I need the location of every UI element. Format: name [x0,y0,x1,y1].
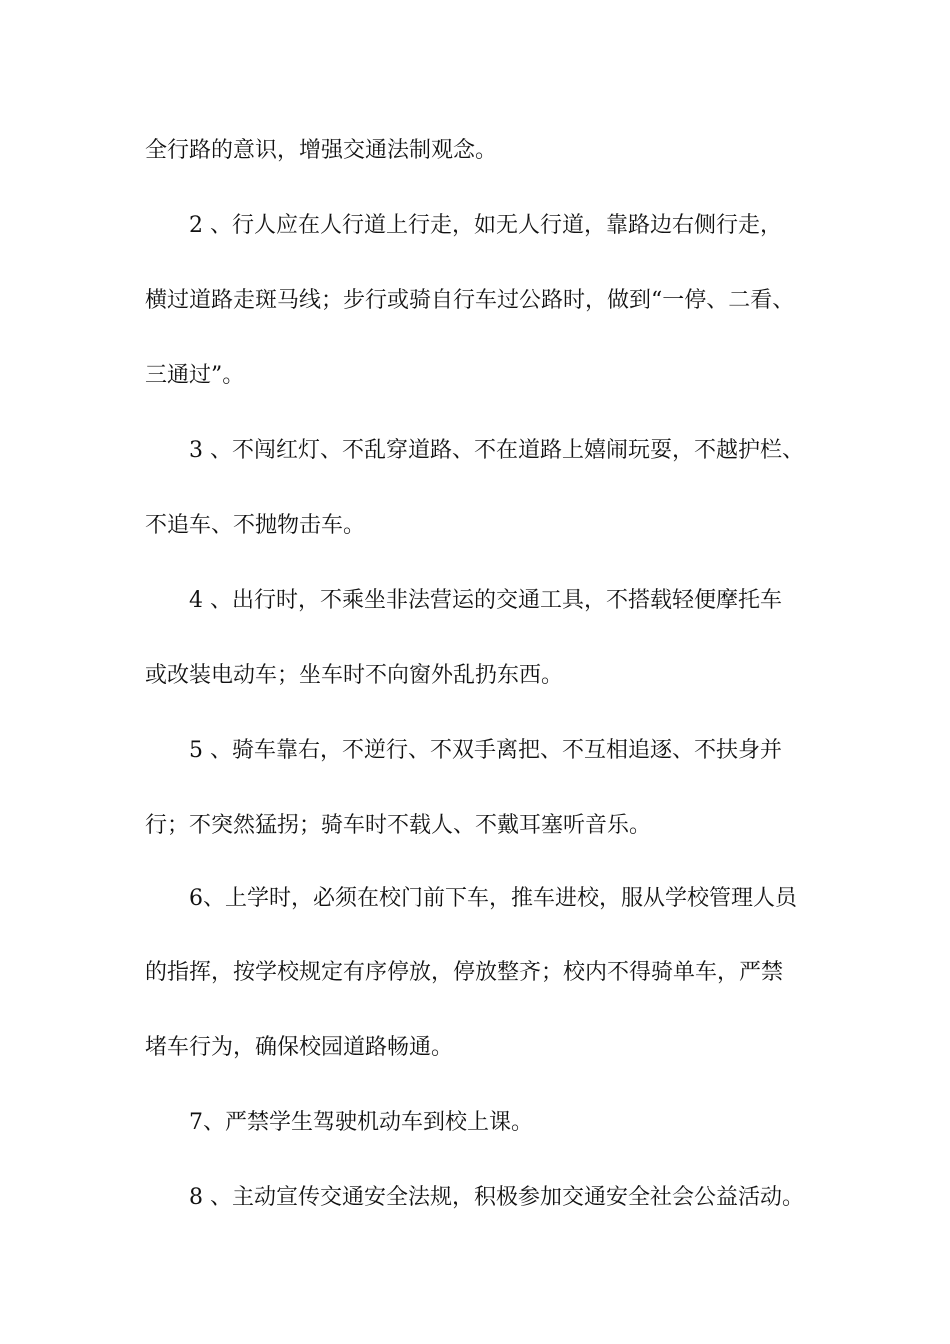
text-line-12: 的指挥，按学校规定有序停放，停放整齐；校内不得骑单车，严禁 [145,960,784,985]
text-line-10: 行；不突然猛拐；骑车时不载人、不戴耳塞听音乐。 [145,813,652,838]
text-line-15: 8 、主动宣传交通安全法规，积极参加交通安全社会公益活动。 [189,1185,804,1210]
text-line-5: 3 、不闯红灯、不乱穿道路、不在道路上嬉闹玩耍，不越护栏、 [189,438,804,463]
text-line-4: 三通过”。 [145,363,245,388]
text-line-2: 2 、行人应在人行道上行走，如无人行道，靠路边右侧行走， [189,213,782,238]
text-line-14: 7、严禁学生驾驶机动车到校上课。 [189,1110,533,1135]
text-line-13: 堵车行为，确保校园道路畅通。 [145,1035,454,1060]
text-line-3: 横过道路走斑马线；步行或骑自行车过公路时，做到“一停、二看、 [145,288,795,313]
text-line-9: 5 、骑车靠右，不逆行、不双手离把、不互相追逐、不扶身并 [189,738,782,763]
text-line-1: 全行路的意识，增强交通法制观念。 [145,138,498,163]
text-line-7: 4 、出行时，不乘坐非法营运的交通工具，不搭载轻便摩托车 [189,588,782,613]
text-line-6: 不追车、不抛物击车。 [145,513,366,538]
text-line-11: 6、上学时，必须在校门前下车，推车进校，服从学校管理人员 [189,886,797,911]
text-line-8: 或改装电动车；坐车时不向窗外乱扔东西。 [145,663,564,688]
